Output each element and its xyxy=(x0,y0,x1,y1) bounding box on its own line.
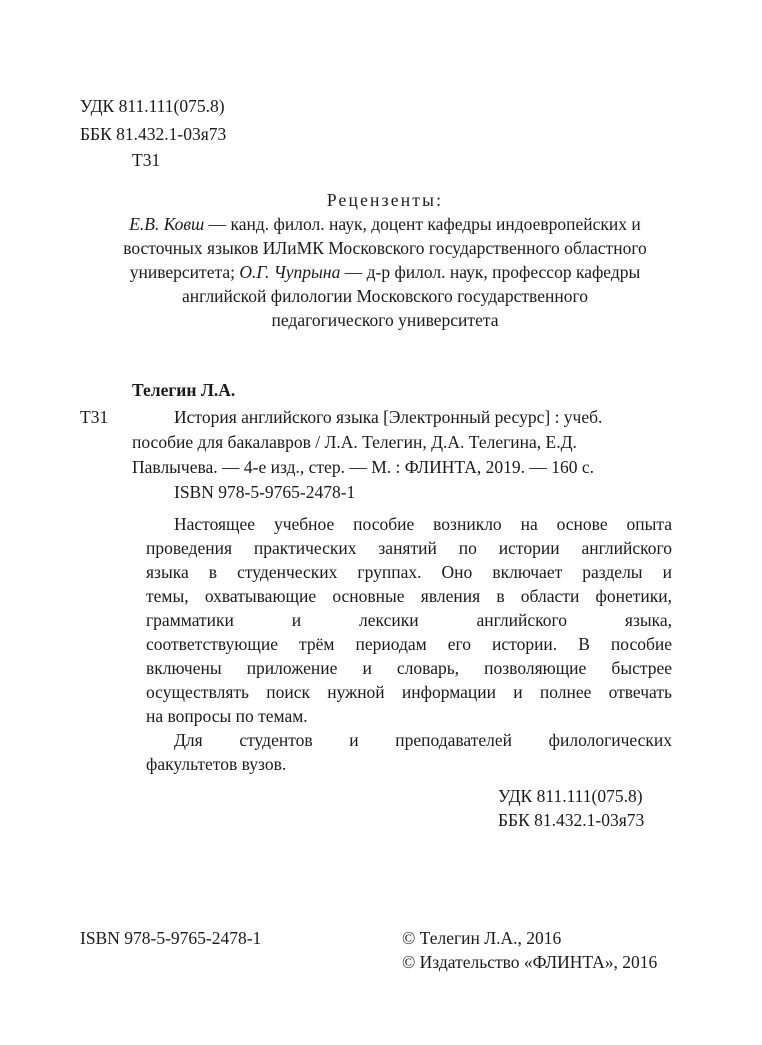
author-mark-top: Т31 xyxy=(132,150,161,170)
annotation-line-4: темы, охватывающие основные явления в области фонетики, xyxy=(146,586,672,606)
author-heading: Телегин Л.А. xyxy=(132,380,236,400)
footer-copyright-author: © Телегин Л.А., 2016 xyxy=(402,928,562,948)
annotation-line-3: языка в студенческих группах. Оно включает разделы и xyxy=(146,562,672,582)
annotation-line-8: осуществлять поиск нужной информации и полнее отвечать xyxy=(146,682,672,702)
udk-code-top: УДК 811.111(075.8) xyxy=(80,96,225,116)
reviewer-2-text-a: — д-р филол. наук, профессор кафедры xyxy=(340,262,641,282)
bbk-code-bottom: ББК 81.432.1-03я73 xyxy=(498,810,645,830)
reviewer-1-text-c: университета; xyxy=(129,262,235,282)
record-line-3: Павлычева. — 4-е изд., стер. — М. : ФЛИНТА, 2019. — 160 с. xyxy=(132,457,594,477)
udk-code-bottom: УДК 811.111(075.8) xyxy=(498,786,643,806)
reviewer-1-text-a: — канд. филол. наук, доцент кафедры индоевропейских и xyxy=(204,214,641,234)
bbk-code-top: ББК 81.432.1-03я73 xyxy=(80,124,227,144)
author-mark-record: Т31 xyxy=(80,407,109,427)
record-line-2: пособие для бакалавров / Л.А. Телегин, Д.А. Телегина, Е.Д. xyxy=(132,432,577,452)
footer-copyright-publisher: © Издательство «ФЛИНТА», 2016 xyxy=(402,952,658,972)
annotation-line-5: грамматики и лексики английского языка, xyxy=(146,610,672,630)
annotation-line-1: Настоящее учебное пособие возникло на основе опыта xyxy=(174,514,672,534)
annotation-line-7: включены приложение и словарь, позволяющие быстрее xyxy=(146,658,672,678)
record-isbn: ISBN 978-5-9765-2478-1 xyxy=(174,482,356,502)
reviewers-heading: Рецензенты: xyxy=(326,190,444,210)
annotation-last-line: на вопросы по темам. xyxy=(146,706,308,726)
reviewer-2-text-c: педагогического университета xyxy=(271,310,499,330)
record-line-1: История английского языка [Электронный ресурс] : учеб. xyxy=(174,407,603,427)
audience-line-2: факультетов вузов. xyxy=(146,754,287,774)
reviewer-1-name: Е.В. Ковш xyxy=(129,214,205,234)
reviewer-1-line xyxy=(80,212,690,236)
annotation-line-6: соответствующие трём периодам его истории. В пособие xyxy=(146,634,672,654)
annotation-line-2: проведения практических занятий по истории английского xyxy=(146,538,672,558)
reviewers-block xyxy=(80,188,690,332)
reviewer-1-text-b: восточных языков ИЛиМК Московского государственного областного xyxy=(123,238,647,258)
reviewer-2-line xyxy=(80,260,690,284)
footer-isbn: ISBN 978-5-9765-2478-1 xyxy=(80,928,262,948)
reviewer-2-text-b: английской филологии Московского государственного xyxy=(182,286,588,306)
reviewer-2-name: О.Г. Чупрына xyxy=(239,262,341,282)
audience-line-1: Для студентов и преподавателей филологических xyxy=(174,730,672,750)
